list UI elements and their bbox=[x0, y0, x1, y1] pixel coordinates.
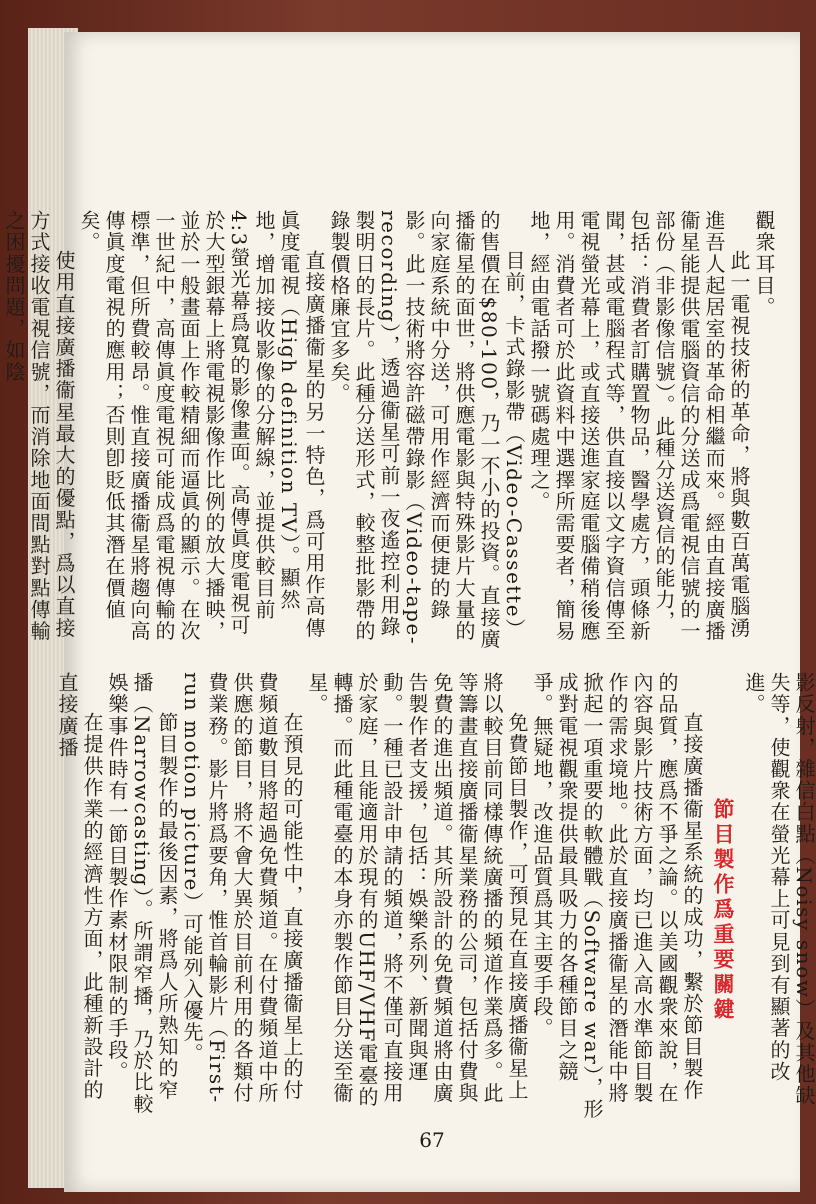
paragraph: 直接廣播衞星的另一特色，爲可用作高傳眞度電視（High definition TV）。顯然地，增加接收影像的分解線，並提供較目前4:3螢光幕爲寬的影像畫面。高傳眞度電視可於大型銀幕上將電視影像作比例的放大播映，並於一般畫面上作較精細而逼眞的顯示。在次一世紀中，高傳眞度電視可能成爲電視傳輸的標準，但所費較昂。惟直接廣播衞星將趨向高傳眞度電視的應用；否則卽貶低其潛在價値矣。 bbox=[77, 210, 326, 642]
paragraph: 節目製作的最後因素，將爲人所熟知的窄播（Narrowcasting）。所謂窄播，乃於比較娛樂事件時有一節目製作素材限制的手段。 bbox=[105, 672, 179, 1115]
page-number: 67 bbox=[419, 1128, 445, 1152]
paragraph: 影反射，雜信白點（Noisy snow）及其他缺失等，使觀衆在螢光幕上可見到有顯著的改進。 bbox=[742, 672, 816, 1107]
paragraph: 在預見的可能性中，直接廣播衞星上的付費頻道數目將超過免費頻道。在付費頻道中所供應的節目，將不會大異於目前利用的各類付費業務。影片將爲要角，惟首輪影片（First-run motion picture）可能列入優先。 bbox=[180, 672, 304, 1104]
paragraph: 目前，卡式錄影帶（Video-Cassette）的售價在$80-100，乃一不小的投資。直接廣播衞星的面世，將供應電影與特殊影片大量的向家庭系統中分送，可用作經濟而便捷的錄影。此一技術將容許磁帶錄影（Video-tape-recording），透過衞星可前一夜遙控利用錄製明日的長片。此種分送形式，較整批影帶的錄製價格廉宜多矣。 bbox=[327, 210, 526, 650]
paragraph: 此一電視技術的革命，將與數百萬電腦湧進吾人起居室的革命相繼而來。經由直接廣播衞星能提供電腦資信的分送成爲電視信號的一部份（非影像信號）。此種分送資信的能力，包括：消費者訂購置物品，醫學處方，頭條新聞，甚或電腦程式等，供直接以文字資信傳至電視螢光幕上，或直接送進家庭電腦備稍後應用。消費者可於此資料中選擇所需要者，簡易地，經由電話撥一號碼處理之。 bbox=[527, 210, 751, 642]
paragraph: 使用直接廣播衞星最大的優點，爲以直接方式接收電視信號，而消除地面間點對點傳輸之困擾問題，如陰 bbox=[2, 210, 76, 642]
paragraph: 直接廣播衞星系統的成功，繫於節目製作的品質，應爲不爭之論。以美國觀衆來說，在內容與影片技術方面，均已進入高水準節目製作的需求境地。此於直接廣播衞星的潛能中將掀起一項重要的軟體戰（Software war），形成對電視觀衆提供最具吸力的各種節目之競爭。無疑地，改進品質爲其主要手段。 bbox=[530, 672, 704, 1121]
book-page bbox=[2, 32, 816, 1192]
section-heading: 節目製作爲重要關鍵 bbox=[711, 798, 735, 1023]
paragraph: 在提供作業的經濟性方面，此種新設計的直接廣播 bbox=[55, 672, 104, 1101]
paragraph: 免費節目製作，可預見在直接廣播衞星上將以較目前同樣傳統廣播的頻道作業爲多。此等籌畫直接廣播衞星業務的公司，包括付費與免費的進出頻道。其所設計的免費頻道將由廣告製作者支援，包括：娛樂系列、新聞與運動。一種已設計申請的頻道，將不僅可直接用於家庭，且能適用於現有的UHF/VHF電臺的轉播。而此種電臺的本身亦製作節目分送至衞星。 bbox=[305, 672, 529, 1108]
paragraph: 觀衆耳目。 bbox=[752, 210, 776, 318]
text-column-top bbox=[2, 210, 776, 650]
text-column-bottom bbox=[55, 672, 816, 1122]
